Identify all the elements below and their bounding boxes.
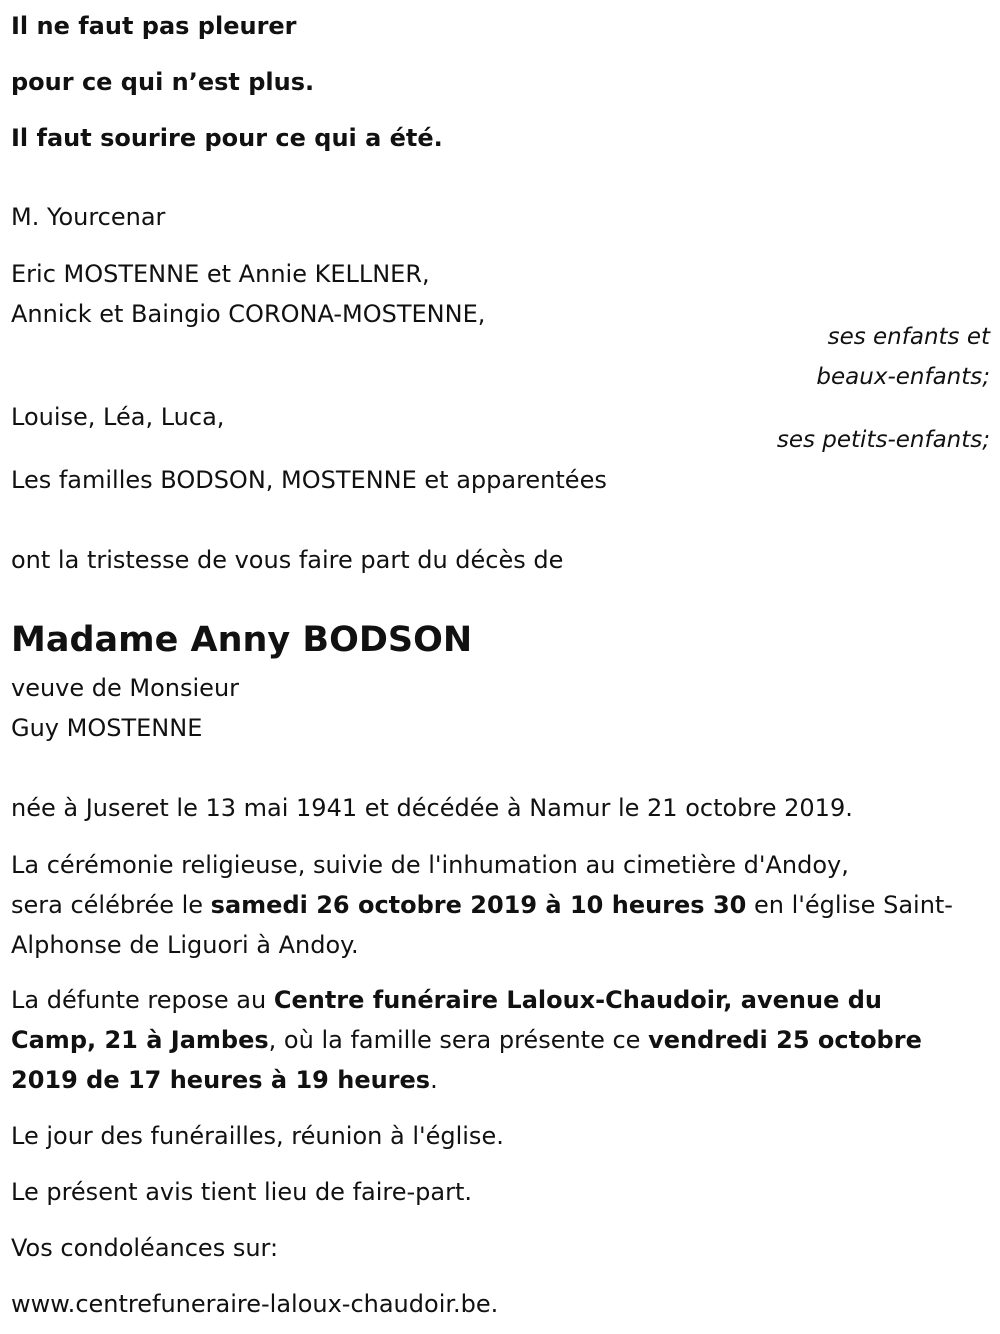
families-line: Les familles BODSON, MOSTENNE et apparentées bbox=[11, 466, 607, 494]
children-role-2: beaux-enfants; bbox=[816, 364, 990, 390]
grandchildren-role: ses petits-enfants; bbox=[776, 427, 990, 453]
poem-line-1: Il ne faut pas pleurer bbox=[11, 12, 297, 40]
children-line-1: Eric MOSTENNE et Annie KELLNER, bbox=[11, 260, 430, 288]
ceremony-date: samedi 26 octobre 2019 à 10 heures 30 bbox=[210, 891, 747, 919]
children-line-2: Annick et Baingio CORONA-MOSTENNE, bbox=[11, 300, 486, 328]
visitation-hours: 2019 de 17 heures à 19 heures bbox=[11, 1066, 431, 1094]
ceremony-line-2 bbox=[11, 885, 953, 925]
children-role-1: ses enfants et bbox=[827, 324, 990, 350]
deceased-name: Madame Anny BODSON bbox=[11, 620, 473, 660]
birth-death-line: née à Juseret le 13 mai 1941 et décédée à Namur le 21 octobre 2019. bbox=[11, 794, 853, 822]
rest-line-3 bbox=[11, 1060, 438, 1100]
rest-line-1 bbox=[11, 980, 882, 1020]
ceremony-pre-text: sera célébrée le bbox=[11, 891, 211, 919]
ceremony-line-3: Alphonse de Liguori à Andoy. bbox=[11, 931, 359, 959]
grandchildren-names: Louise, Léa, Luca, bbox=[11, 403, 225, 431]
notice-line: Le présent avis tient lieu de faire-part. bbox=[11, 1178, 473, 1206]
poem-line-2: pour ce qui n’est plus. bbox=[11, 68, 315, 96]
ceremony-line-1: La cérémonie religieuse, suivie de l'inhumation au cimetière d'Andoy, bbox=[11, 851, 849, 879]
rest-post-text: . bbox=[430, 1066, 438, 1094]
rest-pre-text: La défunte repose au bbox=[11, 986, 274, 1014]
rest-line-2 bbox=[11, 1020, 922, 1060]
widow-line-2: Guy MOSTENNE bbox=[11, 714, 203, 742]
poem-author: M. Yourcenar bbox=[11, 203, 166, 231]
website-link[interactable]: www.centrefuneraire-laloux-chaudoir.be. bbox=[11, 1290, 499, 1318]
condolences-line: Vos condoléances sur: bbox=[11, 1234, 279, 1262]
funeral-home-address: Camp, 21 à Jambes bbox=[11, 1026, 269, 1054]
poem-line-3: Il faut sourire pour ce qui a été. bbox=[11, 124, 443, 152]
funeral-day-line: Le jour des funérailles, réunion à l'église. bbox=[11, 1122, 504, 1150]
visitation-day: vendredi 25 octobre bbox=[648, 1026, 922, 1054]
funeral-home-name: Centre funéraire Laloux-Chaudoir, avenue du bbox=[273, 986, 882, 1014]
announcement-line: ont la tristesse de vous faire part du décès de bbox=[11, 546, 564, 574]
ceremony-post-text: en l'église Saint- bbox=[746, 891, 953, 919]
widow-line-1: veuve de Monsieur bbox=[11, 674, 240, 702]
rest-mid-text: , où la famille sera présente ce bbox=[268, 1026, 649, 1054]
